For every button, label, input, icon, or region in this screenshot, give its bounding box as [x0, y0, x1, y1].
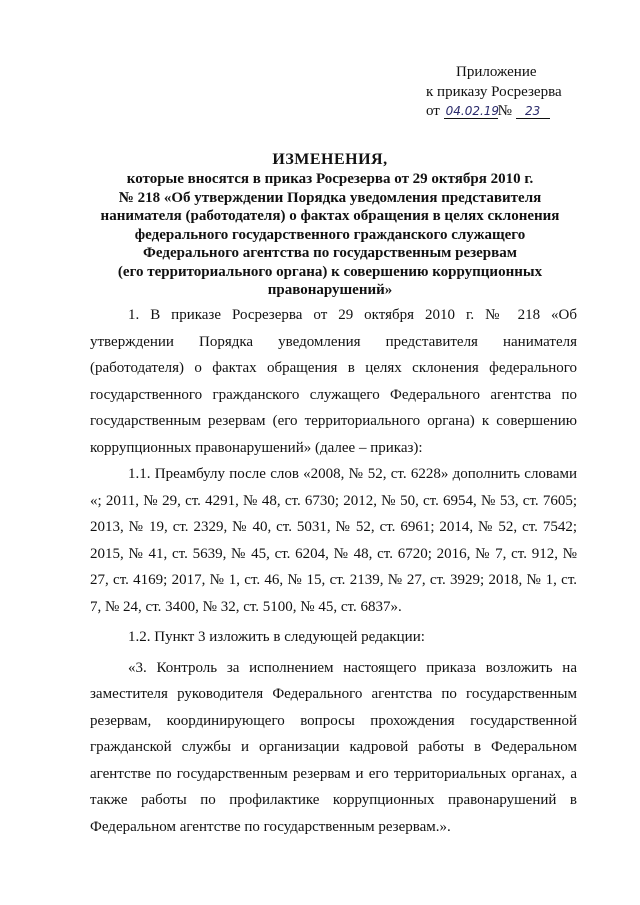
heading-subtitle-line: нанимателя (работодателя) о фактах обращения в целях склонения: [100, 208, 560, 224]
paragraph-1-1: 1.1. Преамбулу после слов «2008, № 52, ст. 6228» дополнить словами «; 2011, № 29, ст. 4291, № 48, ст. 6730; 2012, № 50, ст. 6954, № 53, ст. 7605; 2013, № 19, ст. 2329, № 40, ст. 5031, № 52, ст. 6961; 2014, № 52, ст. 7542; 2015, № 41, ст. 5639, № 45, ст. 6204, № 48, ст. 6720; 2016, № 7, ст. 912, № 27, ст. 4169; 2017, № 1, ст. 46, № 15, ст. 2139, № 27, ст. 3929; 2018, № 1, ст. 7, № 24, ст. 3400, № 32, ст. 5100, № 45, ст. 6837».: [90, 466, 577, 615]
appendix-date-number: [380, 102, 580, 122]
appendix-from-label: от: [426, 103, 440, 119]
heading-subtitle-line: правонарушений»: [267, 282, 393, 298]
handwritten-date: 04.02.19: [445, 104, 500, 118]
document-body: [90, 302, 577, 840]
heading-subtitle-line: № 218 «Об утверждении Порядка уведомления представителя: [118, 189, 542, 206]
heading-subtitle-line: федерального государственного гражданского служащего: [134, 226, 526, 243]
appendix-label: Приложение: [456, 64, 537, 80]
number-sign: №: [497, 103, 512, 119]
document-heading: [60, 150, 600, 300]
handwritten-number: 23: [516, 104, 550, 119]
appendix-block: [380, 63, 580, 122]
heading-subtitle-line: (его территориального органа) к совершению коррупционных: [117, 263, 543, 280]
paragraph-1: 1. В приказе Росрезерва от 29 октября 2010 г. № 218 «Об утверждении Порядка уведомления представителя нанимателя (работодателя) о фактах обращения в целях склонения федерального государственного гражданского служащего Федерального агентства по государственным резервам (его территориального органа) к совершению коррупционных правонарушений» (далее – приказ):: [90, 307, 577, 456]
heading-subtitle-line: Федерального агентства по государственным резервам: [143, 245, 517, 261]
appendix-order-ref: к приказу Росрезерва: [426, 83, 562, 100]
paragraph-1-2: 1.2. Пункт 3 изложить в следующей редакции:: [128, 629, 425, 645]
heading-subtitle-line: которые вносятся в приказ Росрезерва от 29 октября 2010 г.: [126, 171, 534, 187]
heading-title: ИЗМЕНЕНИЯ,: [272, 151, 388, 168]
paragraph-quoted-item-3: «3. Контроль за исполнением настоящего приказа возложить на заместителя руководителя Федерального агентства по государственным резервам, координирующего вопросы прохождения государственной гражданской службы и организации кадровой работы в Федеральном агентстве по государственным резервам и его территориальных органах, а также работы по профилактике коррупционных правонарушений в Федеральном агентстве по государственным резервам.».: [90, 659, 577, 835]
